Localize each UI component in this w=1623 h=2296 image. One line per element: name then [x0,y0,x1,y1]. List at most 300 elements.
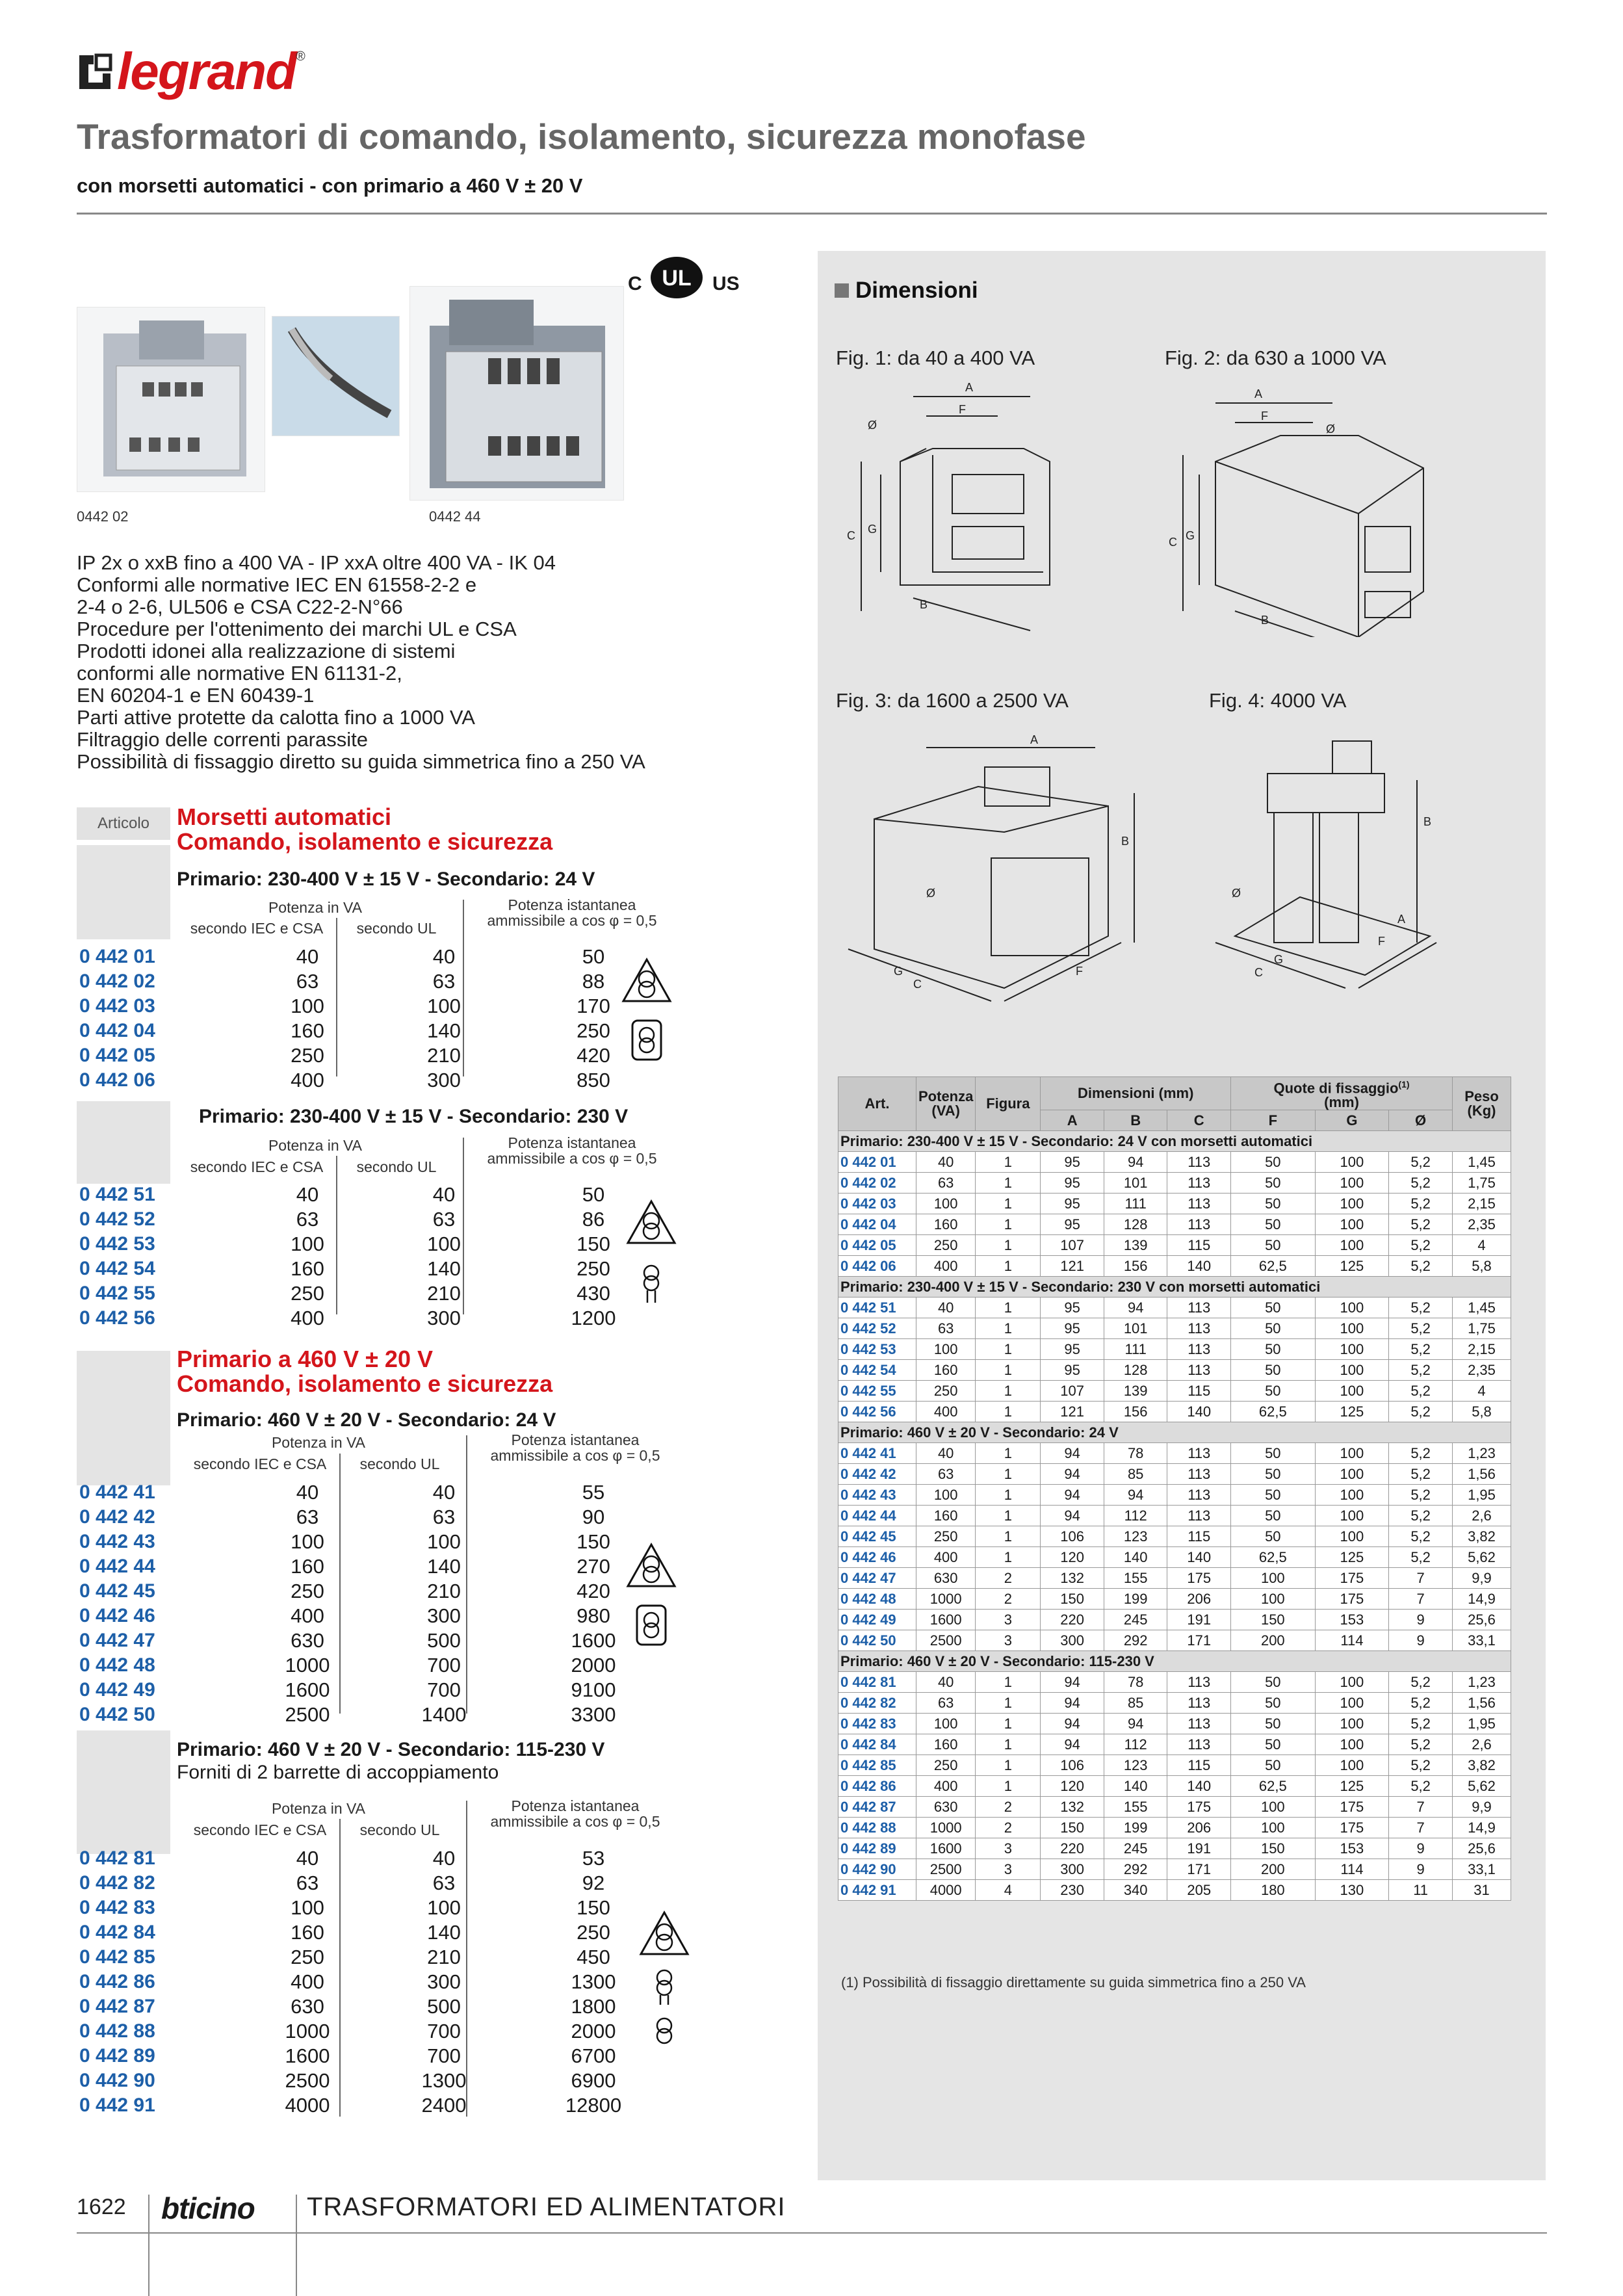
dt-art[interactable]: 0 442 88 [838,1818,916,1838]
dt-a: 94 [1041,1464,1104,1485]
table-row [838,1402,1511,1422]
article-code[interactable]: 0 442 02 [79,971,155,992]
dt-f: 50 [1231,1298,1316,1318]
article-code[interactable]: 0 442 90 [79,2070,155,2091]
article-code[interactable]: 0 442 53 [79,1233,155,1255]
table-group-title: Primario: 460 V ± 20 V - Secondario: 115-230 V [838,1651,1511,1672]
dt-art[interactable]: 0 442 86 [838,1776,916,1797]
article-code[interactable]: 0 442 85 [79,1946,155,1968]
table-row [838,1339,1511,1360]
power-peak: 6900 [571,2069,616,2092]
article-code[interactable]: 0 442 44 [79,1556,155,1577]
power-iec: 2500 [285,1703,330,1726]
dt-g: 175 [1315,1589,1389,1610]
dt-art[interactable]: 0 442 03 [838,1194,916,1214]
col-header-iec: secondo IEC e CSA [190,1158,324,1175]
dt-g: 100 [1315,1506,1389,1526]
dim-label: Ø [926,887,936,900]
dt-peso: 2,15 [1453,1339,1511,1360]
dt-g: 153 [1315,1610,1389,1630]
dt-a: 95 [1041,1360,1104,1381]
dt-f: 150 [1231,1610,1316,1630]
dim-label: F [959,403,966,416]
dt-art[interactable]: 0 442 01 [838,1152,916,1173]
dt-b: 156 [1104,1402,1167,1422]
terminal-detail-photo [272,316,400,436]
col-header-istantanea [478,1798,673,1829]
dt-b: 139 [1104,1235,1167,1256]
th-art: Art. [838,1077,916,1131]
article-code[interactable]: 0 442 41 [79,1481,155,1503]
dt-figura: 1 [976,1693,1041,1714]
col-header-ul: secondo UL [356,920,437,937]
dt-a: 94 [1041,1506,1104,1526]
dt-g: 100 [1315,1485,1389,1506]
dt-art[interactable]: 0 442 82 [838,1693,916,1714]
dt-peso: 1,75 [1453,1318,1511,1339]
dim-label: G [1274,953,1284,966]
dt-o: 5,2 [1389,1298,1453,1318]
power-ul: 140 [427,1555,461,1578]
dt-art[interactable]: 0 442 43 [838,1485,916,1506]
article-row[interactable] [77,1480,727,1505]
article-code[interactable]: 0 442 48 [79,1654,155,1676]
dt-peso: 1,23 [1453,1672,1511,1693]
col-header-istantanea [474,1135,669,1166]
article-row[interactable] [77,1702,727,1727]
dt-art[interactable]: 0 442 83 [838,1714,916,1734]
table-row [838,1526,1511,1547]
article-code[interactable]: 0 442 88 [79,2020,155,2042]
power-iec: 1600 [285,2044,330,2067]
dt-b: 140 [1104,1776,1167,1797]
safety-transformer-symbol-icon [625,1542,677,1659]
dt-c: 113 [1167,1506,1231,1526]
dt-g: 100 [1315,1693,1389,1714]
table-row [838,1797,1511,1818]
dt-b: 101 [1104,1318,1167,1339]
dt-o: 5,2 [1389,1152,1453,1173]
dimensions-title-text: Dimensioni [855,278,978,303]
dt-art[interactable]: 0 442 91 [838,1880,916,1901]
dt-peso: 9,9 [1453,1797,1511,1818]
power-iec: 250 [291,1946,324,1968]
dt-c: 113 [1167,1734,1231,1755]
footer-rule [77,2232,1547,2234]
dt-c: 140 [1167,1547,1231,1568]
power-peak: 430 [577,1282,610,1305]
dt-art[interactable]: 0 442 02 [838,1173,916,1194]
article-row[interactable] [77,1896,727,1920]
culus-mark [628,255,742,300]
power-iec: 160 [291,1019,324,1042]
dt-b: 85 [1104,1464,1167,1485]
dt-f: 62,5 [1231,1256,1316,1277]
dt-b: 340 [1104,1880,1167,1901]
col-header-ist-2: ammissibile a cos φ = 0,5 [487,1150,657,1167]
dt-g: 100 [1315,1734,1389,1755]
power-ul: 63 [432,1208,456,1231]
article-row[interactable] [77,1970,727,1994]
power-iec: 100 [291,1233,324,1255]
dt-peso: 1,95 [1453,1485,1511,1506]
dt-o: 5,2 [1389,1318,1453,1339]
dt-art[interactable]: 0 442 42 [838,1464,916,1485]
section-red-line: Primario a 460 V ± 20 V [177,1346,433,1372]
dt-a: 107 [1041,1381,1104,1402]
article-code[interactable]: 0 442 50 [79,1704,155,1725]
dt-figura: 1 [976,1755,1041,1776]
dt-o: 9 [1389,1859,1453,1880]
dt-b: 155 [1104,1568,1167,1589]
dt-f: 50 [1231,1714,1316,1734]
dt-c: 113 [1167,1152,1231,1173]
dt-peso: 1,45 [1453,1152,1511,1173]
dt-o: 5,2 [1389,1734,1453,1755]
article-code[interactable]: 0 442 89 [79,2045,155,2067]
article-row[interactable] [77,1920,727,1945]
dt-f: 50 [1231,1506,1316,1526]
dt-o: 5,2 [1389,1402,1453,1422]
dt-a: 106 [1041,1526,1104,1547]
article-code[interactable]: 0 442 46 [79,1605,155,1626]
dt-f: 50 [1231,1526,1316,1547]
article-row[interactable] [77,2093,727,2118]
power-peak: 420 [577,1044,610,1067]
dim-label: B [920,598,928,611]
section-heading-red [177,805,552,854]
power-iec: 160 [291,1257,324,1280]
article-code[interactable]: 0 442 43 [79,1531,155,1552]
col-header-ul: secondo UL [359,1821,440,1838]
dt-o: 5,2 [1389,1485,1453,1506]
desc-line: EN 60204-1 e EN 60439-1 [77,684,315,707]
article-code[interactable]: 0 442 04 [79,1020,155,1041]
svg-text:UL: UL [662,266,692,291]
dt-a: 94 [1041,1714,1104,1734]
dt-art[interactable]: 0 442 50 [838,1630,916,1651]
th-quote-1 [1233,1077,1450,1095]
dt-art[interactable]: 0 442 04 [838,1214,916,1235]
article-code[interactable]: 0 442 84 [79,1922,155,1943]
article-row[interactable] [77,1678,727,1702]
power-iec: 400 [291,1604,324,1627]
article-code[interactable]: 0 442 06 [79,1069,155,1091]
dt-art[interactable]: 0 442 51 [838,1298,916,1318]
photo-caption-2: 0442 44 [429,508,481,525]
power-iec: 63 [296,1506,319,1528]
col-header-iec: secondo IEC e CSA [193,1455,327,1472]
dt-art[interactable]: 0 442 46 [838,1547,916,1568]
dt-figura: 1 [976,1506,1041,1526]
section-title: Primario: 230-400 V ± 15 V - Secondario: 24 V [177,868,595,890]
safety-transformer-symbol-icon [638,1910,690,2053]
dt-potenza: 40 [916,1672,976,1693]
dt-peso: 1,56 [1453,1693,1511,1714]
dt-art[interactable]: 0 442 89 [838,1838,916,1859]
dim-label: B [1423,815,1432,828]
power-peak: 1800 [571,1995,616,2018]
dt-potenza: 250 [916,1235,976,1256]
dt-f: 100 [1231,1589,1316,1610]
dt-f: 62,5 [1231,1547,1316,1568]
dim-label: C [847,529,855,542]
dt-c: 113 [1167,1318,1231,1339]
fig2-drawing [1163,377,1436,637]
col-header-iec: secondo IEC e CSA [193,1821,327,1838]
article-row[interactable] [77,2044,727,2068]
dt-peso: 3,82 [1453,1526,1511,1547]
dt-potenza: 100 [916,1194,976,1214]
article-code[interactable]: 0 442 87 [79,1996,155,2017]
transformer-outline-icon [1196,728,1456,1008]
article-code[interactable]: 0 442 03 [79,995,155,1017]
table-row [838,1693,1511,1714]
col-header-ul: secondo UL [359,1455,440,1472]
dim-label: A [965,381,974,394]
th-figura: Figura [976,1077,1041,1131]
dt-art[interactable]: 0 442 48 [838,1589,916,1610]
dt-b: 128 [1104,1360,1167,1381]
power-peak: 270 [577,1555,610,1578]
power-peak: 250 [577,1921,610,1944]
article-code[interactable]: 0 442 55 [79,1283,155,1304]
dt-c: 113 [1167,1194,1231,1214]
dt-art[interactable]: 0 442 81 [838,1672,916,1693]
dt-c: 206 [1167,1589,1231,1610]
dt-peso: 2,6 [1453,1734,1511,1755]
power-ul: 300 [427,1604,461,1627]
article-row[interactable] [77,1505,727,1530]
dt-figura: 2 [976,1589,1041,1610]
power-peak: 9100 [571,1678,616,1701]
dt-f: 50 [1231,1485,1316,1506]
dt-o: 5,2 [1389,1256,1453,1277]
article-row[interactable] [77,1945,727,1970]
dt-f: 50 [1231,1235,1316,1256]
article-code[interactable]: 0 442 91 [79,2094,155,2116]
article-code[interactable]: 0 442 42 [79,1506,155,1528]
dt-g: 100 [1315,1173,1389,1194]
dt-art[interactable]: 0 442 06 [838,1256,916,1277]
dt-c: 175 [1167,1568,1231,1589]
power-iec: 63 [296,1208,319,1231]
article-code[interactable]: 0 442 56 [79,1307,155,1329]
article-row[interactable] [77,2019,727,2044]
dt-potenza: 100 [916,1485,976,1506]
dt-peso: 14,9 [1453,1589,1511,1610]
dt-art[interactable]: 0 442 56 [838,1402,916,1422]
dim-label: B [1121,835,1130,848]
dt-a: 220 [1041,1610,1104,1630]
dt-a: 95 [1041,1339,1104,1360]
power-peak: 86 [582,1208,605,1231]
col-header-potenza: Potenza in VA [271,1434,366,1451]
dt-a: 94 [1041,1734,1104,1755]
dt-a: 121 [1041,1256,1104,1277]
power-peak: 92 [582,1872,605,1894]
header-divider [77,213,1547,215]
dt-a: 95 [1041,1194,1104,1214]
fig4-caption: Fig. 4: 4000 VA [1209,689,1347,712]
dt-art[interactable]: 0 442 05 [838,1235,916,1256]
desc-line: Possibilità di fissaggio diretto su guida simmetrica fino a 250 VA [77,750,645,773]
dt-g: 100 [1315,1464,1389,1485]
dt-figura: 1 [976,1402,1041,1422]
footnote: (1) Possibilità di fissaggio direttamente su guida simmetrica fino a 250 VA [841,1974,1306,1990]
dt-peso: 1,95 [1453,1714,1511,1734]
power-ul: 210 [427,1580,461,1602]
article-code[interactable]: 0 442 83 [79,1897,155,1918]
dt-peso: 2,6 [1453,1506,1511,1526]
dt-o: 7 [1389,1818,1453,1838]
table-group-title: Primario: 460 V ± 20 V - Secondario: 24 V [838,1422,1511,1443]
dt-a: 107 [1041,1235,1104,1256]
col-header-ul: secondo UL [356,1158,437,1175]
power-ul: 2400 [421,2094,467,2117]
power-iec: 250 [291,1580,324,1602]
article-code[interactable]: 0 442 81 [79,1847,155,1869]
article-row[interactable] [77,1994,727,2019]
desc-line: conformi alle normative EN 61131-2, [77,662,402,685]
power-ul: 1400 [421,1703,467,1726]
power-peak: 980 [577,1604,610,1627]
power-peak: 1200 [571,1307,616,1329]
col-header-ist-1: Potenza istantanea [508,1134,636,1151]
dt-g: 100 [1315,1381,1389,1402]
article-code[interactable]: 0 442 54 [79,1258,155,1279]
dt-art[interactable]: 0 442 55 [838,1381,916,1402]
dt-figura: 3 [976,1610,1041,1630]
dt-g: 125 [1315,1547,1389,1568]
dt-g: 100 [1315,1298,1389,1318]
dt-c: 115 [1167,1526,1231,1547]
col-header-ist-2: ammissibile a cos φ = 0,5 [487,912,657,929]
dt-art[interactable]: 0 442 44 [838,1506,916,1526]
dt-art[interactable]: 0 442 49 [838,1610,916,1630]
dt-figura: 1 [976,1443,1041,1464]
article-code[interactable]: 0 442 86 [79,1971,155,1992]
power-iec: 40 [296,945,319,968]
col-header-ist-1: Potenza istantanea [511,1431,640,1448]
dt-art[interactable]: 0 442 90 [838,1859,916,1880]
dt-peso: 5,62 [1453,1547,1511,1568]
power-peak: 850 [577,1069,610,1091]
fig4-drawing [1196,728,1456,1008]
power-peak: 50 [582,945,605,968]
dt-art[interactable]: 0 442 52 [838,1318,916,1339]
article-row[interactable] [77,1846,727,1871]
dt-potenza: 400 [916,1776,976,1797]
dt-f: 200 [1231,1859,1316,1880]
dt-art[interactable]: 0 442 85 [838,1755,916,1776]
culus-c: C [628,273,642,294]
dt-f: 50 [1231,1360,1316,1381]
dt-figura: 1 [976,1214,1041,1235]
dt-art[interactable]: 0 442 45 [838,1526,916,1547]
product-description [77,552,645,773]
power-iec: 400 [291,1307,324,1329]
power-iec: 63 [296,970,319,993]
dt-potenza: 160 [916,1506,976,1526]
dt-art[interactable]: 0 442 41 [838,1443,916,1464]
dt-g: 100 [1315,1339,1389,1360]
article-row[interactable] [77,2068,727,2093]
dt-c: 113 [1167,1173,1231,1194]
table-row [838,1381,1511,1402]
dt-art[interactable]: 0 442 84 [838,1734,916,1755]
table-row [838,1298,1511,1318]
section-red-line: Comando, isolamento e sicurezza [177,1370,553,1397]
dt-b: 199 [1104,1818,1167,1838]
table-row [838,1214,1511,1235]
dt-figura: 1 [976,1672,1041,1693]
dt-o: 5,2 [1389,1443,1453,1464]
dt-o: 5,2 [1389,1506,1453,1526]
col-header-istantanea [478,1432,673,1463]
dt-figura: 3 [976,1838,1041,1859]
footer-section: TRASFORMATORI ED ALIMENTATORI [307,2193,786,2221]
dt-art[interactable]: 0 442 47 [838,1568,916,1589]
article-row[interactable] [77,1871,727,1896]
power-iec: 1600 [285,1678,330,1701]
power-ul: 500 [427,1629,461,1652]
dt-art[interactable]: 0 442 53 [838,1339,916,1360]
dt-a: 95 [1041,1214,1104,1235]
table-row [838,1755,1511,1776]
article-code[interactable]: 0 442 45 [79,1580,155,1602]
dt-o: 7 [1389,1797,1453,1818]
article-code[interactable]: 0 442 05 [79,1045,155,1066]
dim-label: G [1186,529,1195,542]
dt-g: 100 [1315,1755,1389,1776]
dt-art[interactable]: 0 442 54 [838,1360,916,1381]
dt-figura: 1 [976,1776,1041,1797]
section-title: Primario: 460 V ± 20 V - Secondario: 115-230 V [177,1739,605,1760]
dt-c: 205 [1167,1880,1231,1901]
dt-g: 100 [1315,1526,1389,1547]
dt-a: 120 [1041,1547,1104,1568]
article-code[interactable]: 0 442 82 [79,1872,155,1894]
dt-figura: 1 [976,1526,1041,1547]
dt-b: 123 [1104,1526,1167,1547]
dt-potenza: 1000 [916,1589,976,1610]
power-ul: 700 [427,2020,461,2042]
article-code[interactable]: 0 442 47 [79,1630,155,1651]
dt-g: 100 [1315,1152,1389,1173]
dt-c: 113 [1167,1443,1231,1464]
article-code[interactable]: 0 442 49 [79,1679,155,1701]
dt-f: 50 [1231,1381,1316,1402]
dt-peso: 1,45 [1453,1298,1511,1318]
power-peak: 55 [582,1481,605,1504]
dt-b: 111 [1104,1194,1167,1214]
th-peso [1453,1077,1511,1131]
dt-b: 155 [1104,1797,1167,1818]
col-header-ist-2: ammissibile a cos φ = 0,5 [490,1447,660,1464]
page-subtitle: con morsetti automatici - con primario a 460 V ± 20 V [77,174,583,197]
article-code[interactable]: 0 442 51 [79,1184,155,1205]
dt-potenza: 4000 [916,1880,976,1901]
article-code[interactable]: 0 442 52 [79,1208,155,1230]
dt-a: 94 [1041,1485,1104,1506]
dt-g: 114 [1315,1630,1389,1651]
dt-f: 50 [1231,1152,1316,1173]
fig2-caption: Fig. 2: da 630 a 1000 VA [1165,346,1386,369]
dt-art[interactable]: 0 442 87 [838,1797,916,1818]
dt-figura: 1 [976,1339,1041,1360]
article-code[interactable]: 0 442 01 [79,946,155,967]
